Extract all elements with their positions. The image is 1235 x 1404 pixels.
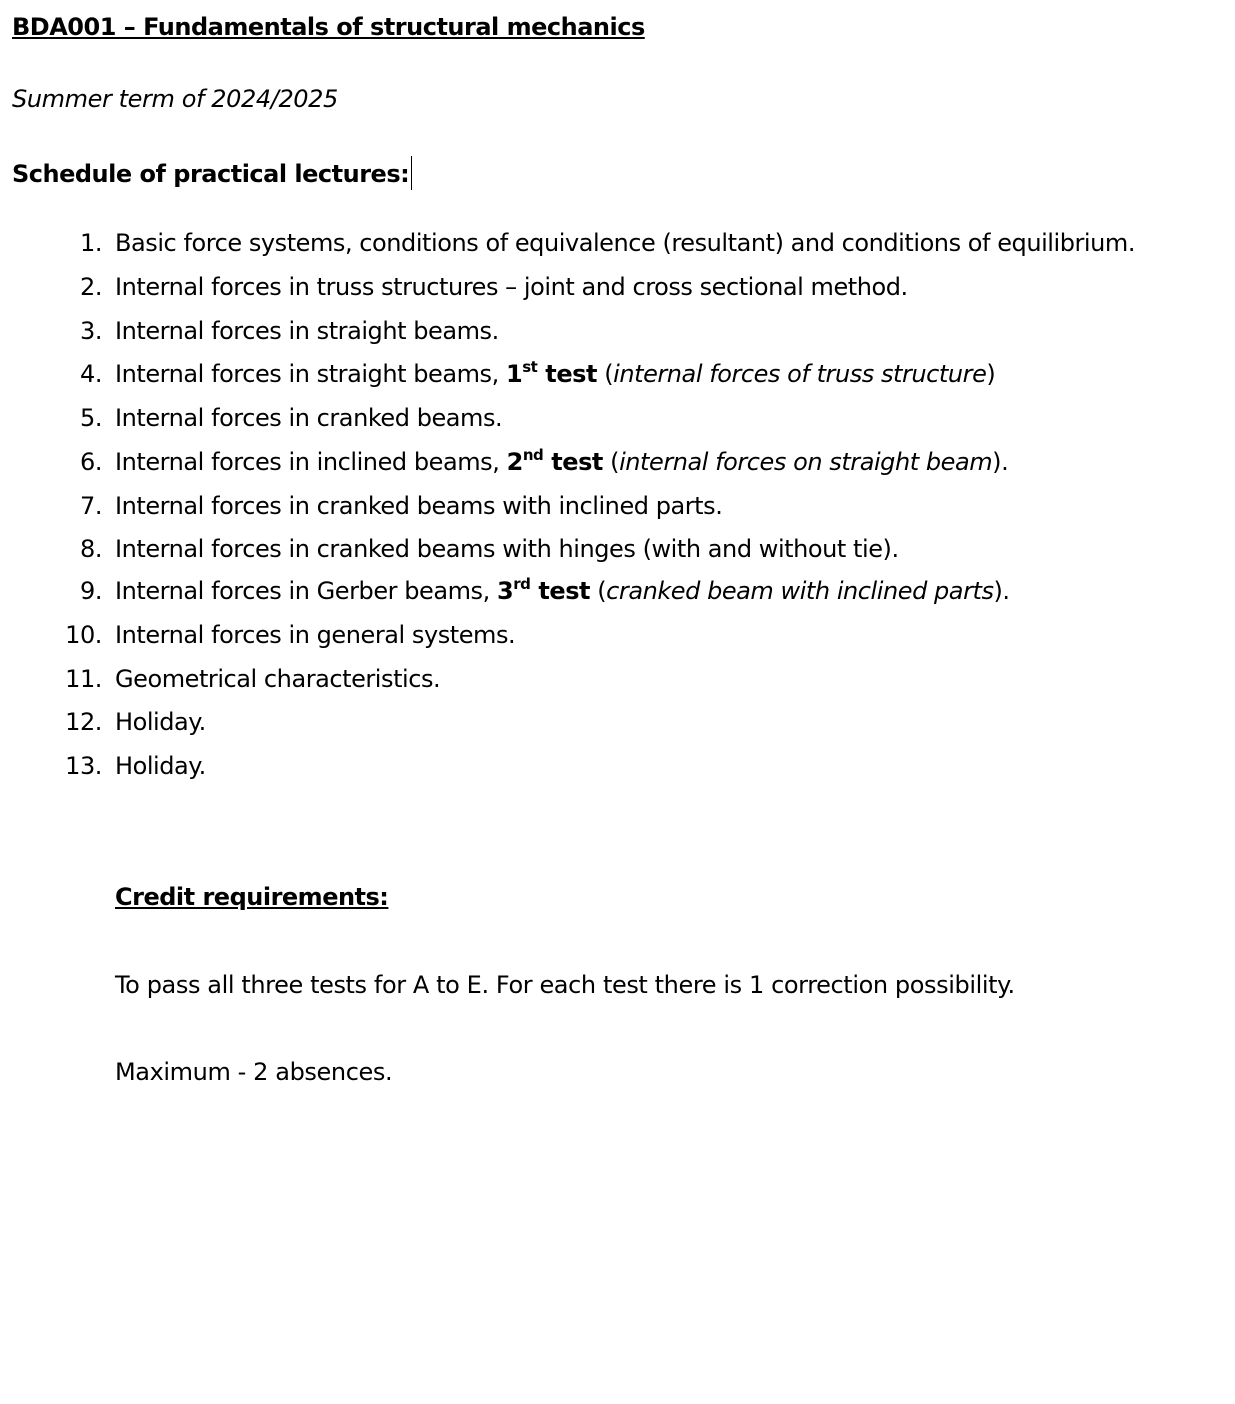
test-topic: internal forces of truss structure [613, 360, 987, 388]
list-item-number: 13. [65, 752, 102, 780]
list-item-number: 2. [80, 273, 102, 301]
test-number: 2 [506, 448, 523, 476]
list-item-text: Internal forces in general systems. [115, 621, 516, 649]
test-word: test [543, 448, 603, 476]
test-ordinal-suffix: nd [522, 446, 544, 464]
list-item-text: Holiday. [115, 708, 206, 736]
list-item-number: 6. [80, 448, 102, 476]
test-topic: internal forces on straight beam [619, 448, 993, 476]
list-item-number: 4. [80, 360, 102, 388]
document-title: BDA001 – Fundamentals of structural mechanics [12, 13, 645, 41]
absences-text: Maximum - 2 absences. [115, 1058, 393, 1086]
text-cursor [411, 156, 412, 190]
list-item-text: Basic force systems, conditions of equivalence (resultant) and conditions of equilibrium. [115, 229, 1136, 257]
test-topic: cranked beam with inclined parts [606, 577, 994, 605]
test-ordinal-suffix: st [522, 358, 538, 376]
list-item-text: Internal forces in cranked beams. [115, 404, 503, 432]
list-item-text [115, 359, 995, 389]
list-item-text: Holiday. [115, 752, 206, 780]
credit-requirements-heading: Credit requirements: [115, 883, 389, 911]
test-word: test [537, 360, 598, 388]
term-subtitle: Summer term of 2024/2025 [12, 85, 338, 113]
list-item-number: 8. [80, 535, 102, 563]
list-item-text: Internal forces in cranked beams with inclined parts. [115, 492, 723, 520]
test-number: 3 [496, 577, 514, 605]
paren-close: ). [992, 448, 1009, 476]
list-item-text [115, 576, 1010, 606]
list-item-number: 10. [65, 621, 102, 649]
list-item-number: 5. [80, 404, 102, 432]
test-ordinal-suffix: rd [513, 575, 531, 593]
paren-close: ) [986, 360, 996, 388]
list-item-prefix: Internal forces in inclined beams, [115, 448, 507, 476]
list-item-text: Geometrical characteristics. [115, 665, 441, 693]
list-item-prefix: Internal forces in straight beams, [115, 360, 506, 388]
list-item-text [115, 447, 1008, 477]
test-label [506, 360, 597, 388]
list-item-number: 3. [80, 317, 102, 345]
list-item-text: Internal forces in cranked beams with hinges (with and without tie). [115, 535, 899, 563]
credit-requirements-text: To pass all three tests for A to E. For each test there is 1 correction possibility. [115, 971, 1015, 999]
paren-open: ( [602, 448, 620, 476]
list-item-number: 1. [80, 229, 102, 257]
list-item-number: 7. [80, 492, 102, 520]
list-item-text: Internal forces in straight beams. [115, 317, 499, 345]
paren-open: ( [597, 360, 614, 388]
paren-open: ( [590, 577, 607, 605]
list-item-number: 12. [65, 708, 102, 736]
test-label [507, 448, 603, 476]
test-number: 1 [505, 360, 523, 388]
list-item-prefix: Internal forces in Gerber beams, [115, 577, 497, 605]
paren-close: ). [993, 577, 1010, 605]
test-label [497, 577, 590, 605]
test-word: test [530, 577, 591, 605]
list-item-number: 11. [65, 665, 102, 693]
schedule-heading [12, 156, 412, 190]
schedule-heading-text: Schedule of practical lectures: [12, 160, 410, 188]
list-item-number: 9. [80, 577, 102, 605]
list-item-text: Internal forces in truss structures – joint and cross sectional method. [115, 273, 908, 301]
